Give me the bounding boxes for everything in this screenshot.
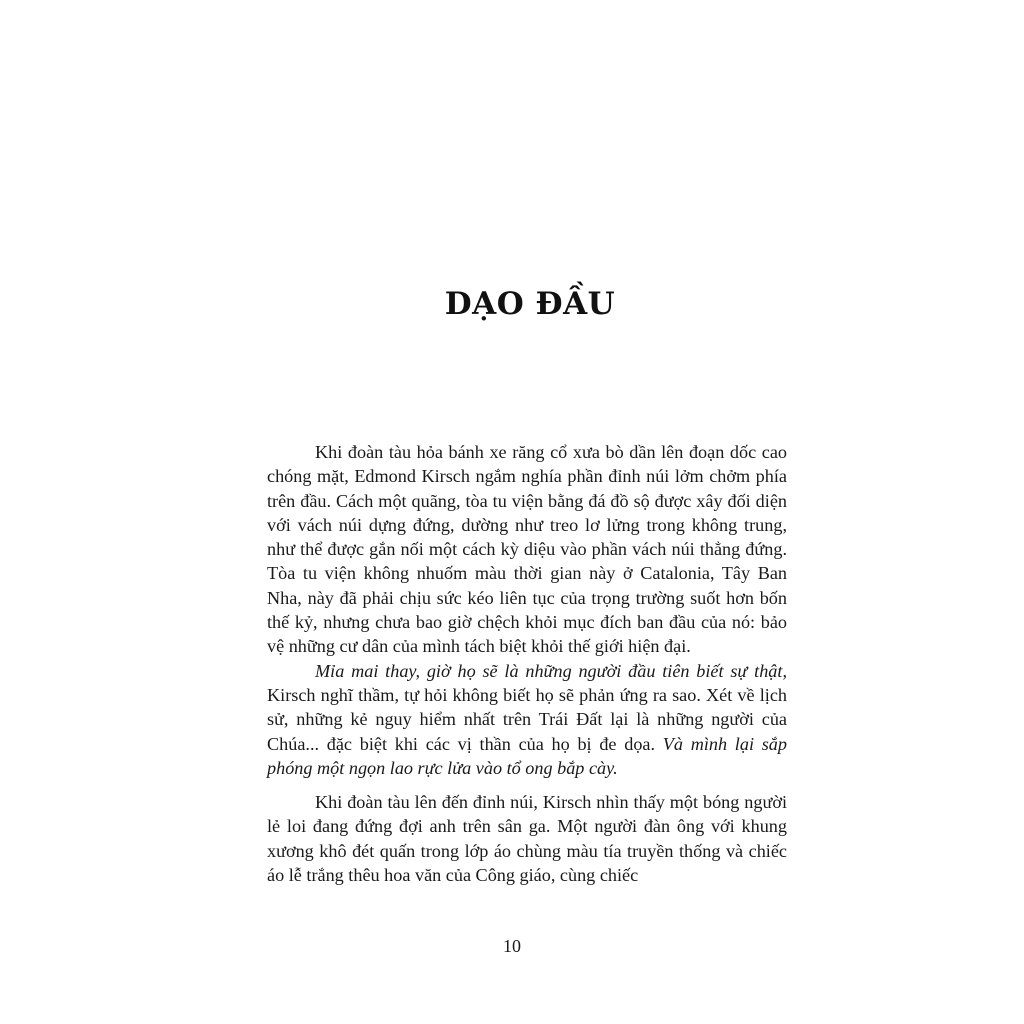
italic-thought-2: Và mình lại sắp phóng một ngọn lao rực lửa vào tổ ong bắp cày. — [267, 733, 787, 778]
page-number: 10 — [503, 936, 521, 956]
chapter-title: DẠO ĐẦU — [444, 286, 616, 322]
chapter-body — [267, 440, 787, 887]
paragraph-2 — [267, 659, 787, 780]
italic-thought-1: Mỉa mai thay, giờ họ sẽ là những người đầu tiên biết sự thật, — [315, 660, 787, 681]
paragraph-2-text: Kirsch nghĩ thầm, tự hỏi không biết họ sẽ phản ứng ra sao. Xét về lịch sử, những kẻ nguy hiểm nhất trên Trái Đất lại là những người của Chúa... đặc biệt khi các vị thần của họ bị đe dọa. — [267, 684, 787, 754]
paragraph-3: Khi đoàn tàu lên đến đỉnh núi, Kirsch nhìn thấy một bóng người lẻ loi đang đứng đợi anh trên sân ga. Một người đàn ông với khung xương khô đét quấn trong lớp áo chùng màu tía truyền thống và chiếc áo lễ trắng thêu hoa văn của Công giáo, cùng chiếc — [267, 792, 787, 886]
paragraph-1: Khi đoàn tàu hỏa bánh xe răng cổ xưa bò dần lên đoạn dốc cao chóng mặt, Edmond Kirsch ngắm nghía phần đỉnh núi lởm chởm phía trên đầu. Cách một quãng, tòa tu viện bằng đá đồ sộ được xây đối diện với vách núi dựng đứng, dường như treo lơ lửng trong không trung, như thể được gắn nối một cách kỳ diệu vào phần vách núi thẳng đứng. Tòa tu viện không nhuốm màu thời gian này ở Catalonia, Tây Ban Nha, này đã phải chịu sức kéo liên tục của trọng trường suốt hơn bốn thế kỷ, nhưng chưa bao giờ chệch khỏi mục đích ban đầu của nó: bảo vệ những cư dân của mình tách biệt khỏi thế giới hiện đại. — [267, 442, 787, 657]
